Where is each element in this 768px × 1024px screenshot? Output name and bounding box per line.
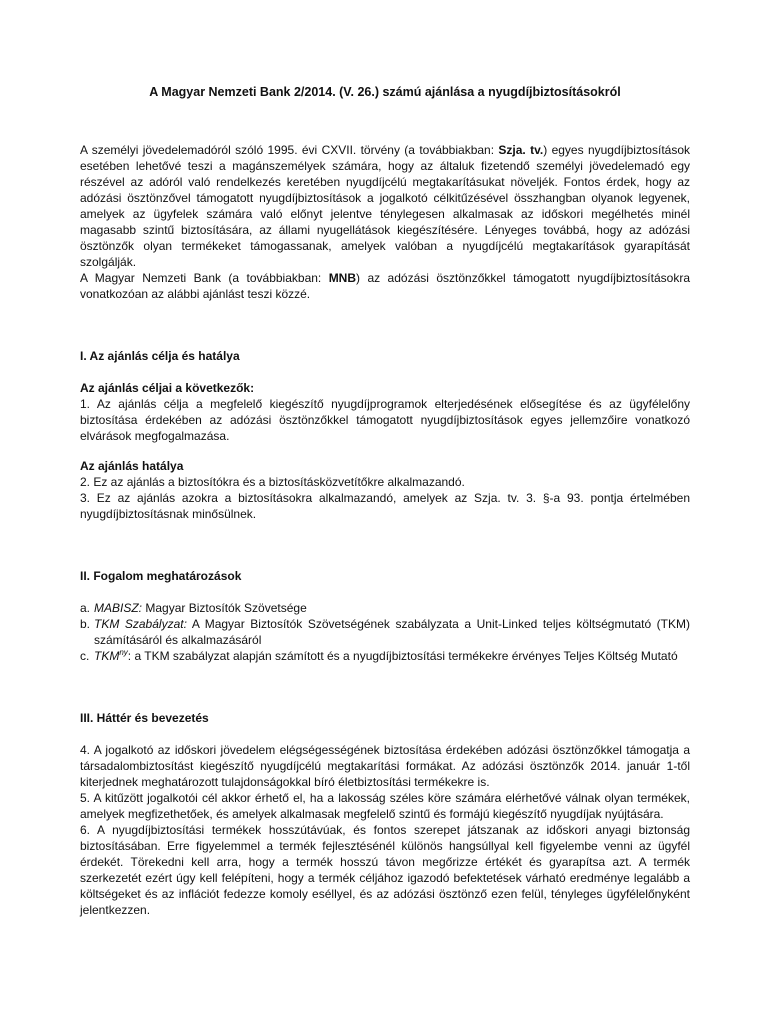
intro-paragraph-2 [80, 270, 690, 302]
definition-c [80, 648, 690, 664]
paragraph-2: 2. Ez az ajánlás a biztosítókra és a biztosításközvetítőkre alkalmazandó. [80, 475, 465, 489]
definition-list [80, 600, 690, 664]
section-3-heading: III. Háttér és bevezetés [80, 711, 209, 725]
definition-text: Magyar Biztosítók Szövetsége [142, 601, 307, 615]
intro-p2-rest: ) az adózási ösztönzőkkel támogatott nyugdíjbiztosításokra vonatkozóan az alábbi ajánlást teszi közzé. [80, 271, 690, 301]
definition-term: TKM Szabályzat: [94, 617, 187, 631]
definition-term-superscript: ny [119, 648, 128, 657]
definition-a [80, 600, 690, 616]
document-title: A Magyar Nemzeti Bank 2/2014. (V. 26.) számú ajánlása a nyugdíjbiztosításokról [149, 85, 621, 99]
section-2-heading: II. Fogalom meghatározások [80, 569, 242, 583]
intro-p2-start: A Magyar Nemzeti Bank (a továbbiakban: [80, 271, 329, 285]
paragraph-5: 5. A kitűzött jogalkotói cél akkor érhető el, ha a lakosság széles köre számára elérhetővé válnak olyan termékek, amelyek megfizethetőek, és amelyek alkalmasak megfelelő szintű és formájú kiegészítő nyugdíjak nyújtására. [80, 791, 690, 821]
section-1-heading: I. Az ajánlás célja és hatálya [80, 349, 240, 363]
definition-b [80, 616, 690, 648]
definition-term: MABISZ: [94, 601, 143, 615]
intro-p1-start: A személyi jövedelemadóról szóló 1995. évi CXVII. törvény (a továbbiakban: [80, 143, 499, 157]
intro-p1-term: Szja. tv. [498, 143, 544, 157]
definition-term: TKM [94, 649, 120, 663]
definition-text: : a TKM szabályzat alapján számított és a nyugdíjbiztosítási termékekre érvényes Teljes Költség Mutató [127, 649, 678, 663]
definition-label: b. [80, 617, 91, 631]
paragraph-1: 1. Az ajánlás célja a megfelelő kiegészítő nyugdíjprogramok elterjedésének elősegítése és az ügyfélelőny biztosítása érdekében az adózási ösztönzőkkel támogatott nyugdíjbiztosítások egyes jellemzőire vonatkozó elvárások megfogalmazása. [80, 397, 690, 443]
document-body [80, 84, 690, 918]
paragraph-4: 4. A jogalkotó az időskori jövedelem elégségességének biztosítása érdekében adózási ösztönzőkkel támogatja a társadalombiztosítást kiegészítő nyugdíjcélú megtakarítási formákat. Az adózási ösztönzők 2014. január 1-től kiterjednek meghatározott tulajdonságokkal bíró életbiztosítási termékekre is. [80, 743, 690, 789]
intro-p1-rest: ) egyes nyugdíjbiztosítások esetében lehetővé teszi a magánszemélyek számára, hogy az általuk fizetendő személyi jövedelemadó egy részével az adóról való rendelkezés keretében nyugdíjcélú megtakarításukat növeljék. Fontos érdek, hogy az adózási ösztönzővel támogatott nyugdíjbiztosítások a jogalkotó célkitűzésével összhangban olyanok legyenek, amelyek az ügyfelek számára való előnyt jelentve ténylegesen alkalmasak az időskori megélhetés minél magasabb szintű biztosítására, az állami nyugellátások kiegészítésére. Lényeges továbbá, hogy az adózási ösztönzők olyan termékeket támogassanak, amelyek valóban a nyugdíjcélú megtakarítások gyarapítását szolgálják. [80, 143, 690, 269]
paragraph-6: 6. A nyugdíjbiztosítási termékek hosszútávúak, és fontos szerepet játszanak az időskori anyagi biztonság biztosításában. Erre figyelemmel a termék fejlesztésénél különös hangsúllyal kell figyelembe venni az ügyfél érdekét. Törekedni kell arra, hogy a termék hosszú távon megőrizze értékét és gyarapítsa azt. A termék szerkezetét ezért úgy kell felépíteni, hogy a termék céljához igazodó befektetések várható eredménye legalább a költségeket és az inflációt fedezze komoly eséllyel, és az adózási ösztönző ezen felül, tényleges ügyfélelőnyként jelentkezzen. [80, 823, 690, 917]
section-1-subheading-scope: Az ajánlás hatálya [80, 459, 184, 473]
definition-label: c. [80, 649, 90, 663]
intro-p2-term: MNB [328, 271, 357, 285]
definition-label: a. [80, 601, 91, 615]
paragraph-3: 3. Ez az ajánlás azokra a biztosításokra alkalmazandó, amelyek az Szja. tv. 3. §-a 93. pontja értelmében nyugdíjbiztosításnak minősülnek. [80, 491, 690, 521]
intro-paragraph-1 [80, 142, 690, 270]
definition-text: A Magyar Biztosítók Szövetségének szabályzata a Unit-Linked teljes költségmutató (TKM) számításáról és alkalmazásáról [94, 617, 690, 647]
section-1-subheading-goals: Az ajánlás céljai a következők: [80, 381, 255, 395]
